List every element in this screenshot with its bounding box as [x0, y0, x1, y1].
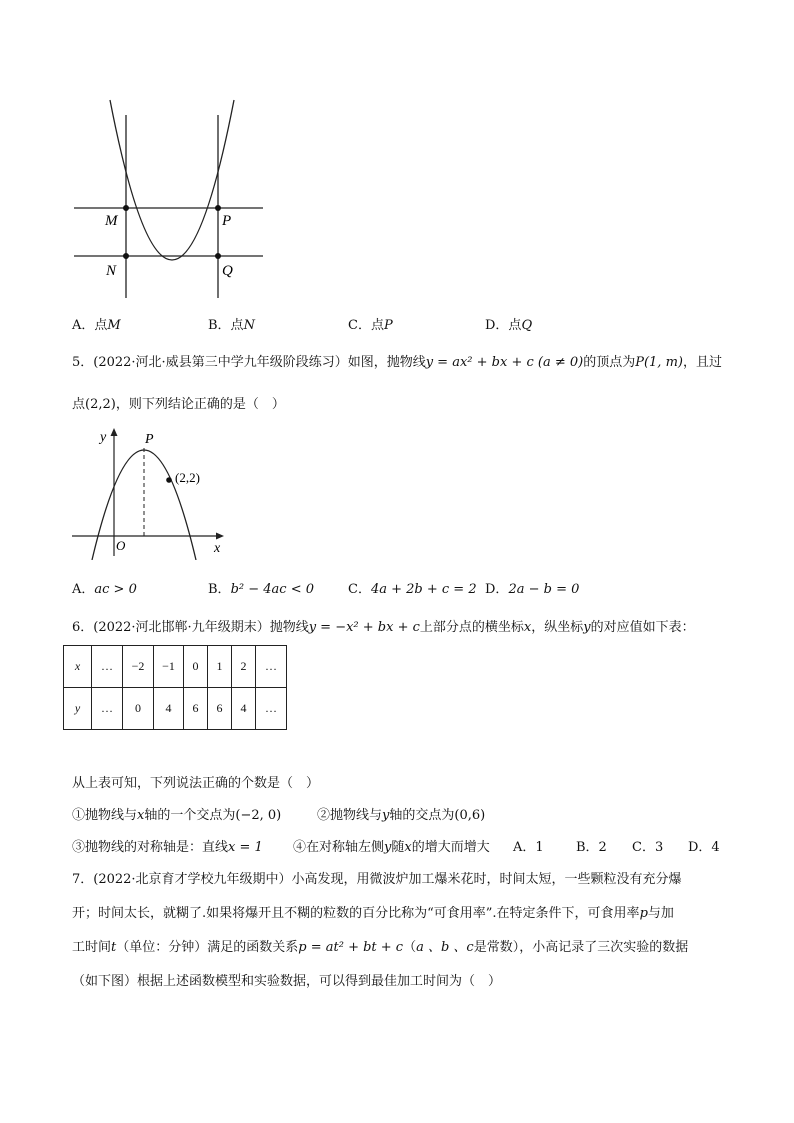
q4-option-a-label: A．点 — [72, 318, 108, 333]
table-cell: … — [92, 688, 123, 730]
q6-value-table — [63, 645, 287, 730]
q7-line-4: （如下图）根据上述函数模型和实验数据，可以得到最佳加工时间为（ ） — [72, 974, 502, 989]
q5-option-b-expr: b² − 4ac < 0 — [230, 582, 314, 597]
q5-option-c[interactable] — [348, 578, 477, 597]
q4-option-b-label: B．点 — [208, 318, 244, 333]
q7-line3-d: 是常数），小高记录了三次实验的数据 — [473, 940, 689, 955]
q7-line3-var: t — [111, 940, 117, 955]
q4-option-c-label: C．点 — [348, 318, 384, 333]
q6-suffix: 的对应值如下表： — [590, 620, 695, 635]
q7-line3-formula: p = at² + bt + c — [298, 940, 404, 955]
q5-option-a-label: A． — [72, 582, 95, 597]
q5-stem-line2 — [72, 393, 285, 412]
table-cell: 6 — [184, 688, 208, 730]
q6-stem — [72, 616, 695, 635]
table-cell: 4 — [154, 688, 184, 730]
table-cell: x — [64, 646, 92, 688]
q6-s3-a: ③抛物线的对称轴是：直线 — [72, 840, 229, 855]
q6-s1-b: 轴的一个交点为 — [144, 808, 236, 823]
q7-line2-a: 开；时间太长，就糊了.如果将爆开且不糊的粒数的百分比称为“可食用率”.在特定条件下，可食用率 — [72, 906, 640, 921]
q5-option-d-label: D． — [485, 582, 509, 597]
table-row-y — [64, 688, 287, 730]
point-m — [123, 205, 129, 211]
q6-s4-var2: x — [404, 840, 412, 855]
q4-option-d-var: Q — [521, 318, 533, 333]
q4-option-b[interactable] — [208, 314, 255, 333]
q7-line-2 — [72, 902, 674, 921]
q5-line2-post: ，则下列结论正确的是（ ） — [115, 397, 285, 412]
q5-option-a[interactable] — [72, 578, 137, 597]
q5-x-arrow — [216, 533, 224, 540]
q5-point-2-2 — [166, 477, 172, 483]
q6-question: 从上表可知，下列说法正确的个数是（ ） — [72, 776, 320, 791]
q6-s2-var: y — [382, 808, 390, 823]
q7-line3-a: 工时间 — [72, 940, 112, 955]
table-cell: −1 — [154, 646, 184, 688]
q7-line-1: 7．(2022·北京育才学校九年级期中）小高发现，用微波炉加工爆米花时，时间太短，一些颗粒没有充分爆 — [72, 872, 682, 887]
table-cell: … — [256, 646, 287, 688]
q6-s4-var: y — [384, 840, 392, 855]
q6-option-c[interactable]: C．3 — [632, 840, 664, 855]
q5-stem-line1 — [72, 351, 722, 370]
q5-mid: 的顶点为 — [583, 355, 636, 370]
q6-s1-pt: (−2, 0) — [235, 808, 282, 823]
q6-statement-4 — [293, 836, 490, 855]
point-n — [123, 253, 129, 259]
label-m: M — [105, 213, 118, 229]
q4-option-a[interactable] — [72, 314, 121, 333]
q6-s2-a: ②抛物线与 — [317, 808, 383, 823]
q7-line2-var: p — [639, 906, 648, 921]
q5-prefix: 5．(2022·河北·威县第三中学九年级阶段练习）如图，抛物线 — [72, 355, 426, 370]
q7-line-3 — [72, 936, 688, 955]
q4-option-d-label: D．点 — [485, 318, 522, 333]
q4-option-b-var: N — [243, 318, 255, 333]
table-cell: y — [64, 688, 92, 730]
q5-option-d-expr: 2a − b = 0 — [508, 582, 580, 597]
q6-s4-b: 随 — [391, 840, 405, 855]
q6-s2-b: 轴的交点为 — [389, 808, 455, 823]
q5-line2-pre: 点 — [72, 397, 86, 412]
q5-label-x: x — [214, 541, 221, 556]
q6-yvar: y — [583, 620, 591, 635]
q7-line3-abc: a 、b 、c — [416, 940, 474, 955]
q5-option-d[interactable] — [485, 578, 579, 597]
q5-option-c-label: C． — [348, 582, 371, 597]
q5-label-p: P — [145, 432, 154, 447]
table-cell: … — [92, 646, 123, 688]
table-cell: 0 — [123, 688, 154, 730]
q5-label-point: (2,2) — [175, 470, 200, 485]
table-cell: … — [256, 688, 287, 730]
table-cell: 4 — [232, 688, 256, 730]
label-p: P — [222, 213, 232, 229]
table-cell: 2 — [232, 646, 256, 688]
q4-option-d[interactable] — [485, 314, 532, 333]
q5-option-c-expr: 4a + 2b + c = 2 — [370, 582, 477, 597]
q6-s2-pt: (0,6) — [454, 808, 486, 823]
q5-label-origin: O — [116, 538, 126, 553]
q5-label-y: y — [100, 430, 107, 445]
q6-s4-a: ④在对称轴左侧 — [293, 840, 385, 855]
q7-line3-c: （ — [403, 940, 417, 955]
q6-prefix: 6．(2022·河北邯郸·九年级期末）抛物线 — [72, 620, 309, 635]
label-n: N — [106, 263, 117, 279]
table-cell: 1 — [208, 646, 232, 688]
parabola-figure-mnpq — [60, 95, 280, 305]
q5-y-arrow — [111, 428, 118, 436]
q5-vertex: P(1, m) — [635, 355, 683, 370]
q6-statement-1 — [72, 804, 281, 823]
point-q — [215, 253, 221, 259]
q5-option-b[interactable] — [208, 578, 314, 597]
table-cell: 6 — [208, 688, 232, 730]
q4-option-c-var: P — [383, 318, 393, 333]
q6-s1-a: ①抛物线与 — [72, 808, 138, 823]
q6-statement-2 — [317, 804, 485, 823]
q5-formula: y = ax² + bx + c (a ≠ 0) — [425, 355, 584, 370]
q4-option-c[interactable] — [348, 314, 393, 333]
q6-option-a[interactable]: A．1 — [513, 840, 544, 855]
point-p — [215, 205, 221, 211]
table-cell: 0 — [184, 646, 208, 688]
q6-option-b[interactable]: B．2 — [576, 840, 607, 855]
q6-option-d[interactable]: D．4 — [688, 840, 720, 855]
parabola-curve — [110, 100, 234, 260]
q5-option-b-label: B． — [208, 582, 231, 597]
q6-xvar: x — [523, 620, 532, 635]
q5-suffix: ，且过 — [682, 355, 722, 370]
q5-point: (2,2) — [85, 397, 116, 412]
q7-line3-b: （单位：分钟）满足的函数关系 — [116, 940, 299, 955]
q4-option-a-var: M — [107, 318, 121, 333]
table-row-x — [64, 646, 287, 688]
q6-statement-3 — [72, 836, 263, 855]
q6-mid2: ，纵坐标 — [531, 620, 584, 635]
q6-s1-var: x — [137, 808, 145, 823]
q6-mid: 上部分点的横坐标 — [419, 620, 524, 635]
q5-parabola-figure — [68, 424, 238, 560]
q6-formula: y = −x² + bx + c — [308, 620, 420, 635]
q6-s3-expr: x = 1 — [228, 840, 263, 855]
label-q: Q — [222, 263, 233, 279]
table-cell: −2 — [123, 646, 154, 688]
q7-line2-b: 与加 — [647, 906, 674, 921]
q5-option-a-expr: ac > 0 — [94, 582, 137, 597]
q6-s4-c: 的增大而增大 — [411, 840, 490, 855]
